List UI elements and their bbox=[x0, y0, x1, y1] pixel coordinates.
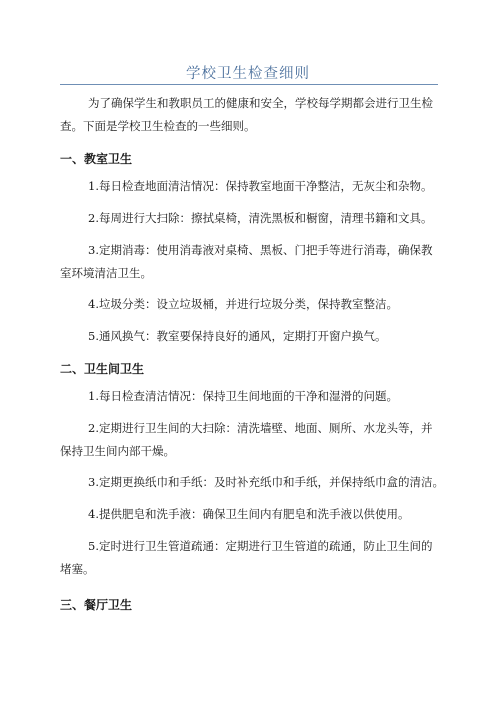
list-item: 5.通风换气：教室要保持良好的通风，定期打开窗户换气。 bbox=[88, 329, 387, 343]
list-item: 2.定期进行卫生间的大扫除：清洗墙壁、地面、厕所、水龙头等，并 bbox=[88, 421, 433, 435]
intro-line-2: 查。下面是学校卫生检查的一些细则。 bbox=[60, 119, 256, 133]
section-heading-restroom: 二、卫生间卫生 bbox=[60, 362, 145, 376]
section-heading-classroom: 一、教室卫生 bbox=[60, 152, 133, 166]
list-item-continuation: 保持卫生间内部干燥。 bbox=[60, 444, 175, 458]
list-item: 3.定期更换纸巾和手纸：及时补充纸巾和手纸，并保持纸巾盒的清洁。 bbox=[88, 475, 444, 489]
title-divider bbox=[60, 84, 438, 85]
list-item: 4.提供肥皂和洗手液：确保卫生间内有肥皂和洗手液以供使用。 bbox=[88, 507, 410, 521]
list-item: 1.每日检查地面清洁情况：保持教室地面干净整洁，无灰尘和杂物。 bbox=[88, 179, 433, 193]
list-item: 1.每日检查清洁情况：保持卫生间地面的干净和湿滑的问题。 bbox=[88, 389, 398, 403]
intro-line-1: 为了确保学生和教职员工的健康和安全，学校每学期都会进行卫生检 bbox=[88, 96, 433, 110]
list-item: 2.每周进行大扫除：擦拭桌椅，清洗黑板和橱窗，清理书籍和文具。 bbox=[88, 211, 433, 225]
list-item: 4.垃圾分类：设立垃圾桶，并进行垃圾分类，保持教室整洁。 bbox=[88, 297, 398, 311]
document-title: 学校卫生检查细则 bbox=[186, 66, 310, 82]
list-item-continuation: 室环境清洁卫生。 bbox=[60, 266, 152, 280]
list-item: 3.定期消毒：使用消毒液对桌椅、黑板、门把手等进行消毒，确保教 bbox=[88, 243, 433, 257]
list-item-continuation: 堵塞。 bbox=[60, 562, 95, 576]
section-heading-cafeteria: 三、餐厅卫生 bbox=[60, 598, 133, 612]
list-item: 5.定时进行卫生管道疏通：定期进行卫生管道的疏通，防止卫生间的 bbox=[88, 539, 433, 553]
